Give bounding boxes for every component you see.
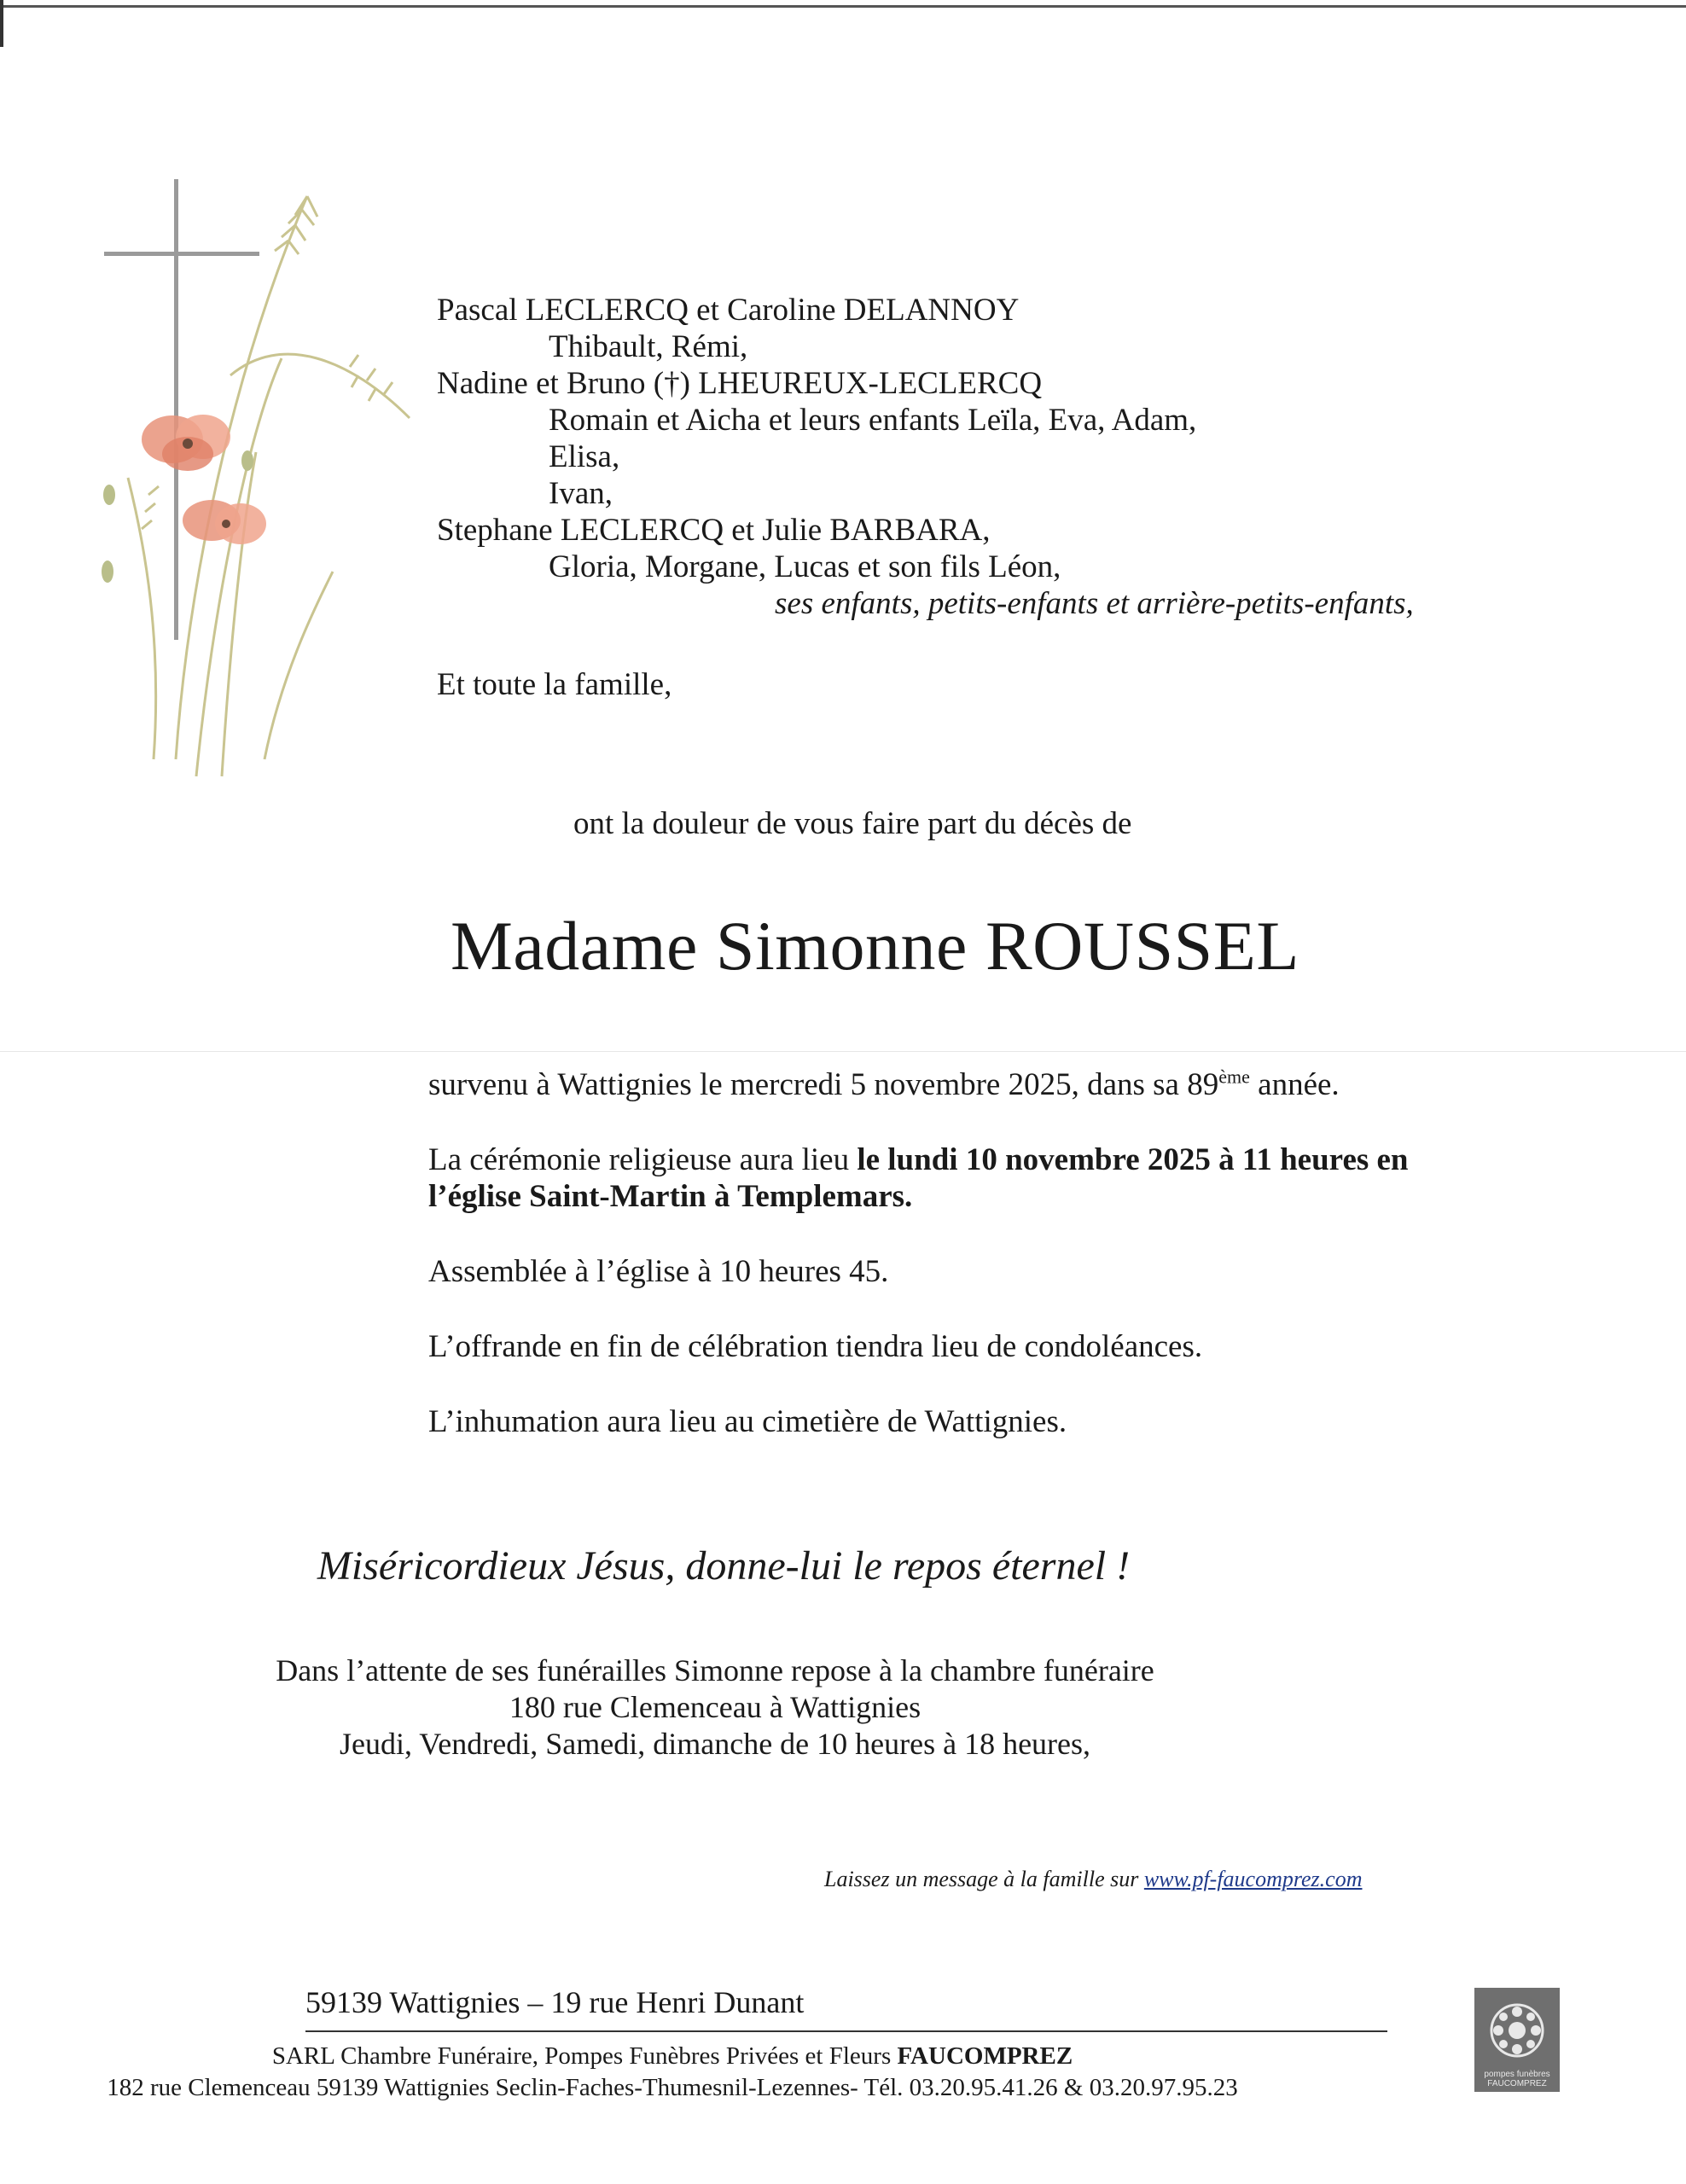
website-link[interactable]: www.pf-faucomprez.com (1143, 1867, 1363, 1891)
logo-caption (1474, 2070, 1560, 2088)
top-scan-edge (0, 5, 1686, 8)
family-relation: ses enfants, petits-enfants et arrière-petits-enfants, (775, 586, 1414, 621)
family-address: 59139 Wattignies – 19 rue Henri Dunant (305, 1985, 805, 2019)
family-line: Gloria, Morgane, Lucas et son fils Léon, (549, 549, 1061, 584)
footer-line-1 (0, 2041, 1515, 2072)
family-line: Elisa, (549, 439, 620, 474)
visitation-info (0, 1653, 1686, 1763)
prayer (0, 1542, 1686, 1589)
faucomprez-logo (1474, 1988, 1560, 2092)
rosette-icon (1474, 1988, 1560, 2073)
family-line: Nadine et Bruno (†) LHEUREUX-LECLERCQ (437, 366, 1043, 401)
visitation-line: 180 rue Clemenceau à Wattignies (509, 1690, 921, 1724)
ceremony-place: l’église Saint-Martin à Templemars. (428, 1179, 913, 1214)
family-line: Stephane LECLERCQ et Julie BARBARA, (437, 513, 991, 548)
wheat-stalks-icon (128, 196, 410, 776)
death-statement (428, 1066, 1409, 1103)
footer-divider (305, 2030, 1387, 2032)
footer-company-desc: SARL Chambre Funéraire, Pompes Funèbres Privées et Fleurs (271, 2042, 898, 2070)
cross-poppies-illustration (94, 162, 427, 793)
announcement: ont la douleur de vous faire part du décès de (573, 806, 1132, 841)
footer-company-name: FAUCOMPREZ (897, 2042, 1073, 2070)
logo-caption-bottom: FAUCOMPREZ (1487, 2079, 1547, 2088)
ordinal-suffix: ème (1218, 1066, 1250, 1088)
family-line: Thibault, Rémi, (549, 329, 748, 364)
visitation-line: Dans l’attente de ses funérailles Simonne repose à la chambre funéraire (276, 1653, 1154, 1687)
visitation-line: Jeudi, Vendredi, Samedi, dimanche de 10 heures à 18 heures, (339, 1727, 1091, 1761)
footer-line-2: 182 rue Clemenceau 59139 Wattignies Seclin-Faches-Thumesnil-Lezennes- Tél. 03.20.95.41.26 & 03.20.97.95.23 (107, 2074, 1238, 2101)
family-line: Pascal LECLERCQ et Caroline DELANNOY (437, 293, 1020, 328)
funeral-details (428, 1066, 1409, 1478)
deceased-name: Madame Simonne ROUSSEL (451, 907, 1299, 985)
poppy-flower-icon (142, 415, 266, 544)
death-text: survenu à Wattignies le mercredi 5 novembre 2025, dans sa 89 (428, 1067, 1219, 1102)
offering-statement: L’offrande en fin de célébration tiendra lieu de condoléances. (428, 1329, 1203, 1364)
burial-statement: L’inhumation aura lieu au cimetière de Wattignies. (428, 1404, 1067, 1439)
ceremony-text: La cérémonie religieuse aura lieu (428, 1142, 858, 1177)
ceremony-statement (428, 1141, 1409, 1215)
left-scan-mark (0, 0, 3, 47)
assembly-statement: Assemblée à l’église à 10 heures 45. (428, 1254, 889, 1289)
family-list (437, 292, 1414, 703)
family-line: Ivan, (549, 476, 613, 511)
family-line: Romain et Aicha et leurs enfants Leïla, Eva, Adam, (549, 403, 1197, 438)
message-text: Laissez un message à la famille sur (824, 1867, 1144, 1891)
prayer-text: Miséricordieux Jésus, donne-lui le repos éternel ! (317, 1543, 1131, 1589)
cross-icon (104, 179, 259, 640)
logo-caption-top: pompes funèbres (1484, 2070, 1550, 2079)
extended-family: Et toute la famille, (437, 667, 672, 702)
death-text-end: année. (1249, 1067, 1340, 1102)
message-invitation (824, 1867, 1363, 1892)
fold-line (0, 1051, 1686, 1052)
funeral-home-footer (0, 2041, 1686, 2104)
ceremony-date: le lundi 10 novembre 2025 à 11 heures en (857, 1142, 1409, 1177)
